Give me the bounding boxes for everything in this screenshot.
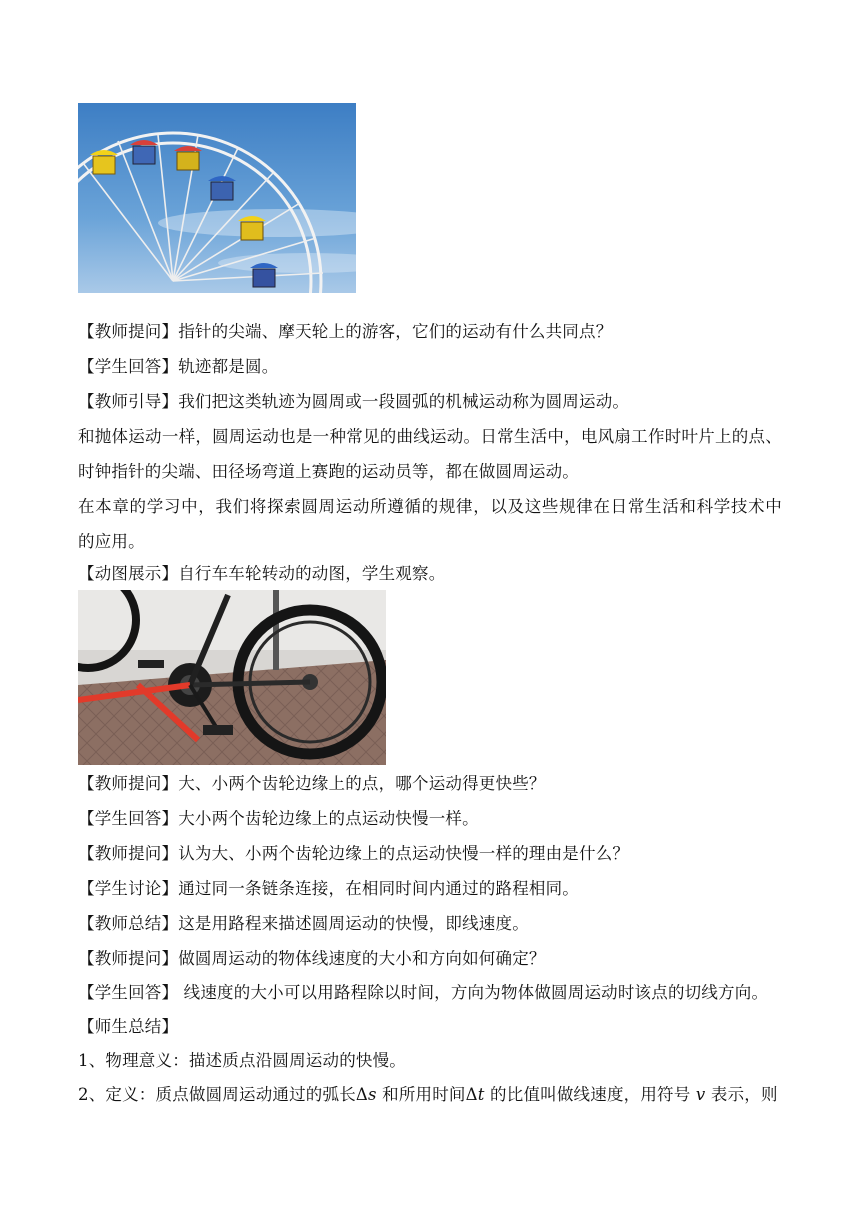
text-line-8: 【动图展示】自行车车轮转动的动图，学生观察。 <box>78 564 446 583</box>
text-line-5: 时钟指针的尖端、田径场弯道上赛跑的运动员等，都在做圆周运动。 <box>78 462 579 481</box>
text-line-9: 【教师提问】大、小两个齿轮边缘上的点，哪个运动得更快些？ <box>78 774 546 793</box>
text-18-a: 2、定义：质点做圆周运动通过的弧长Δ <box>78 1085 369 1104</box>
text-line-18 <box>78 1085 778 1105</box>
text-line-12: 【学生讨论】通过同一条链条连接，在相同时间内通过的路程相同。 <box>78 879 579 898</box>
text-line-3: 【教师引导】我们把这类轨迹为圆周或一段圆弧的机械运动称为圆周运动。 <box>78 392 630 411</box>
text-18-d: 表示，则 <box>705 1085 778 1104</box>
symbol-v: v <box>695 1085 706 1104</box>
text-line-7: 的应用。 <box>78 532 145 551</box>
text-line-17: 1、物理意义：描述质点沿圆周运动的快慢。 <box>78 1051 406 1070</box>
text-18-b: 和所用时间Δ <box>376 1085 478 1104</box>
text-line-16: 【师生总结】 <box>78 1017 179 1036</box>
text-line-11: 【教师提问】认为大、小两个齿轮边缘上的点运动快慢一样的理由是什么？ <box>78 844 630 863</box>
text-line-6: 在本章的学习中，我们将探索圆周运动所遵循的规律，以及这些规律在日常生活和科学技术中 <box>78 497 782 516</box>
text-line-14: 【教师提问】做圆周运动的物体线速度的大小和方向如何确定？ <box>78 949 546 968</box>
text-line-10: 【学生回答】大小两个齿轮边缘上的点运动快慢一样。 <box>78 809 479 828</box>
symbol-s: s <box>368 1085 377 1104</box>
ferris-wheel-photo <box>78 103 356 293</box>
text-line-1: 【教师提问】指针的尖端、摩天轮上的游客，它们的运动有什么共同点？ <box>78 322 613 341</box>
symbol-t: t <box>477 1085 485 1104</box>
bicycle-wheel-photo <box>78 590 386 765</box>
text-line-4: 和抛体运动一样，圆周运动也是一种常见的曲线运动。日常生活中，电风扇工作时叶片上的点、 <box>78 427 782 446</box>
text-18-c: 的比值叫做线速度，用符号 <box>484 1085 696 1104</box>
text-line-2: 【学生回答】轨迹都是圆。 <box>78 357 279 376</box>
text-line-15: 【学生回答】 线速度的大小可以用路程除以时间，方向为物体做圆周运动时该点的切线方向。 <box>78 983 769 1002</box>
text-line-13: 【教师总结】这是用路程来描述圆周运动的快慢，即线速度。 <box>78 914 529 933</box>
